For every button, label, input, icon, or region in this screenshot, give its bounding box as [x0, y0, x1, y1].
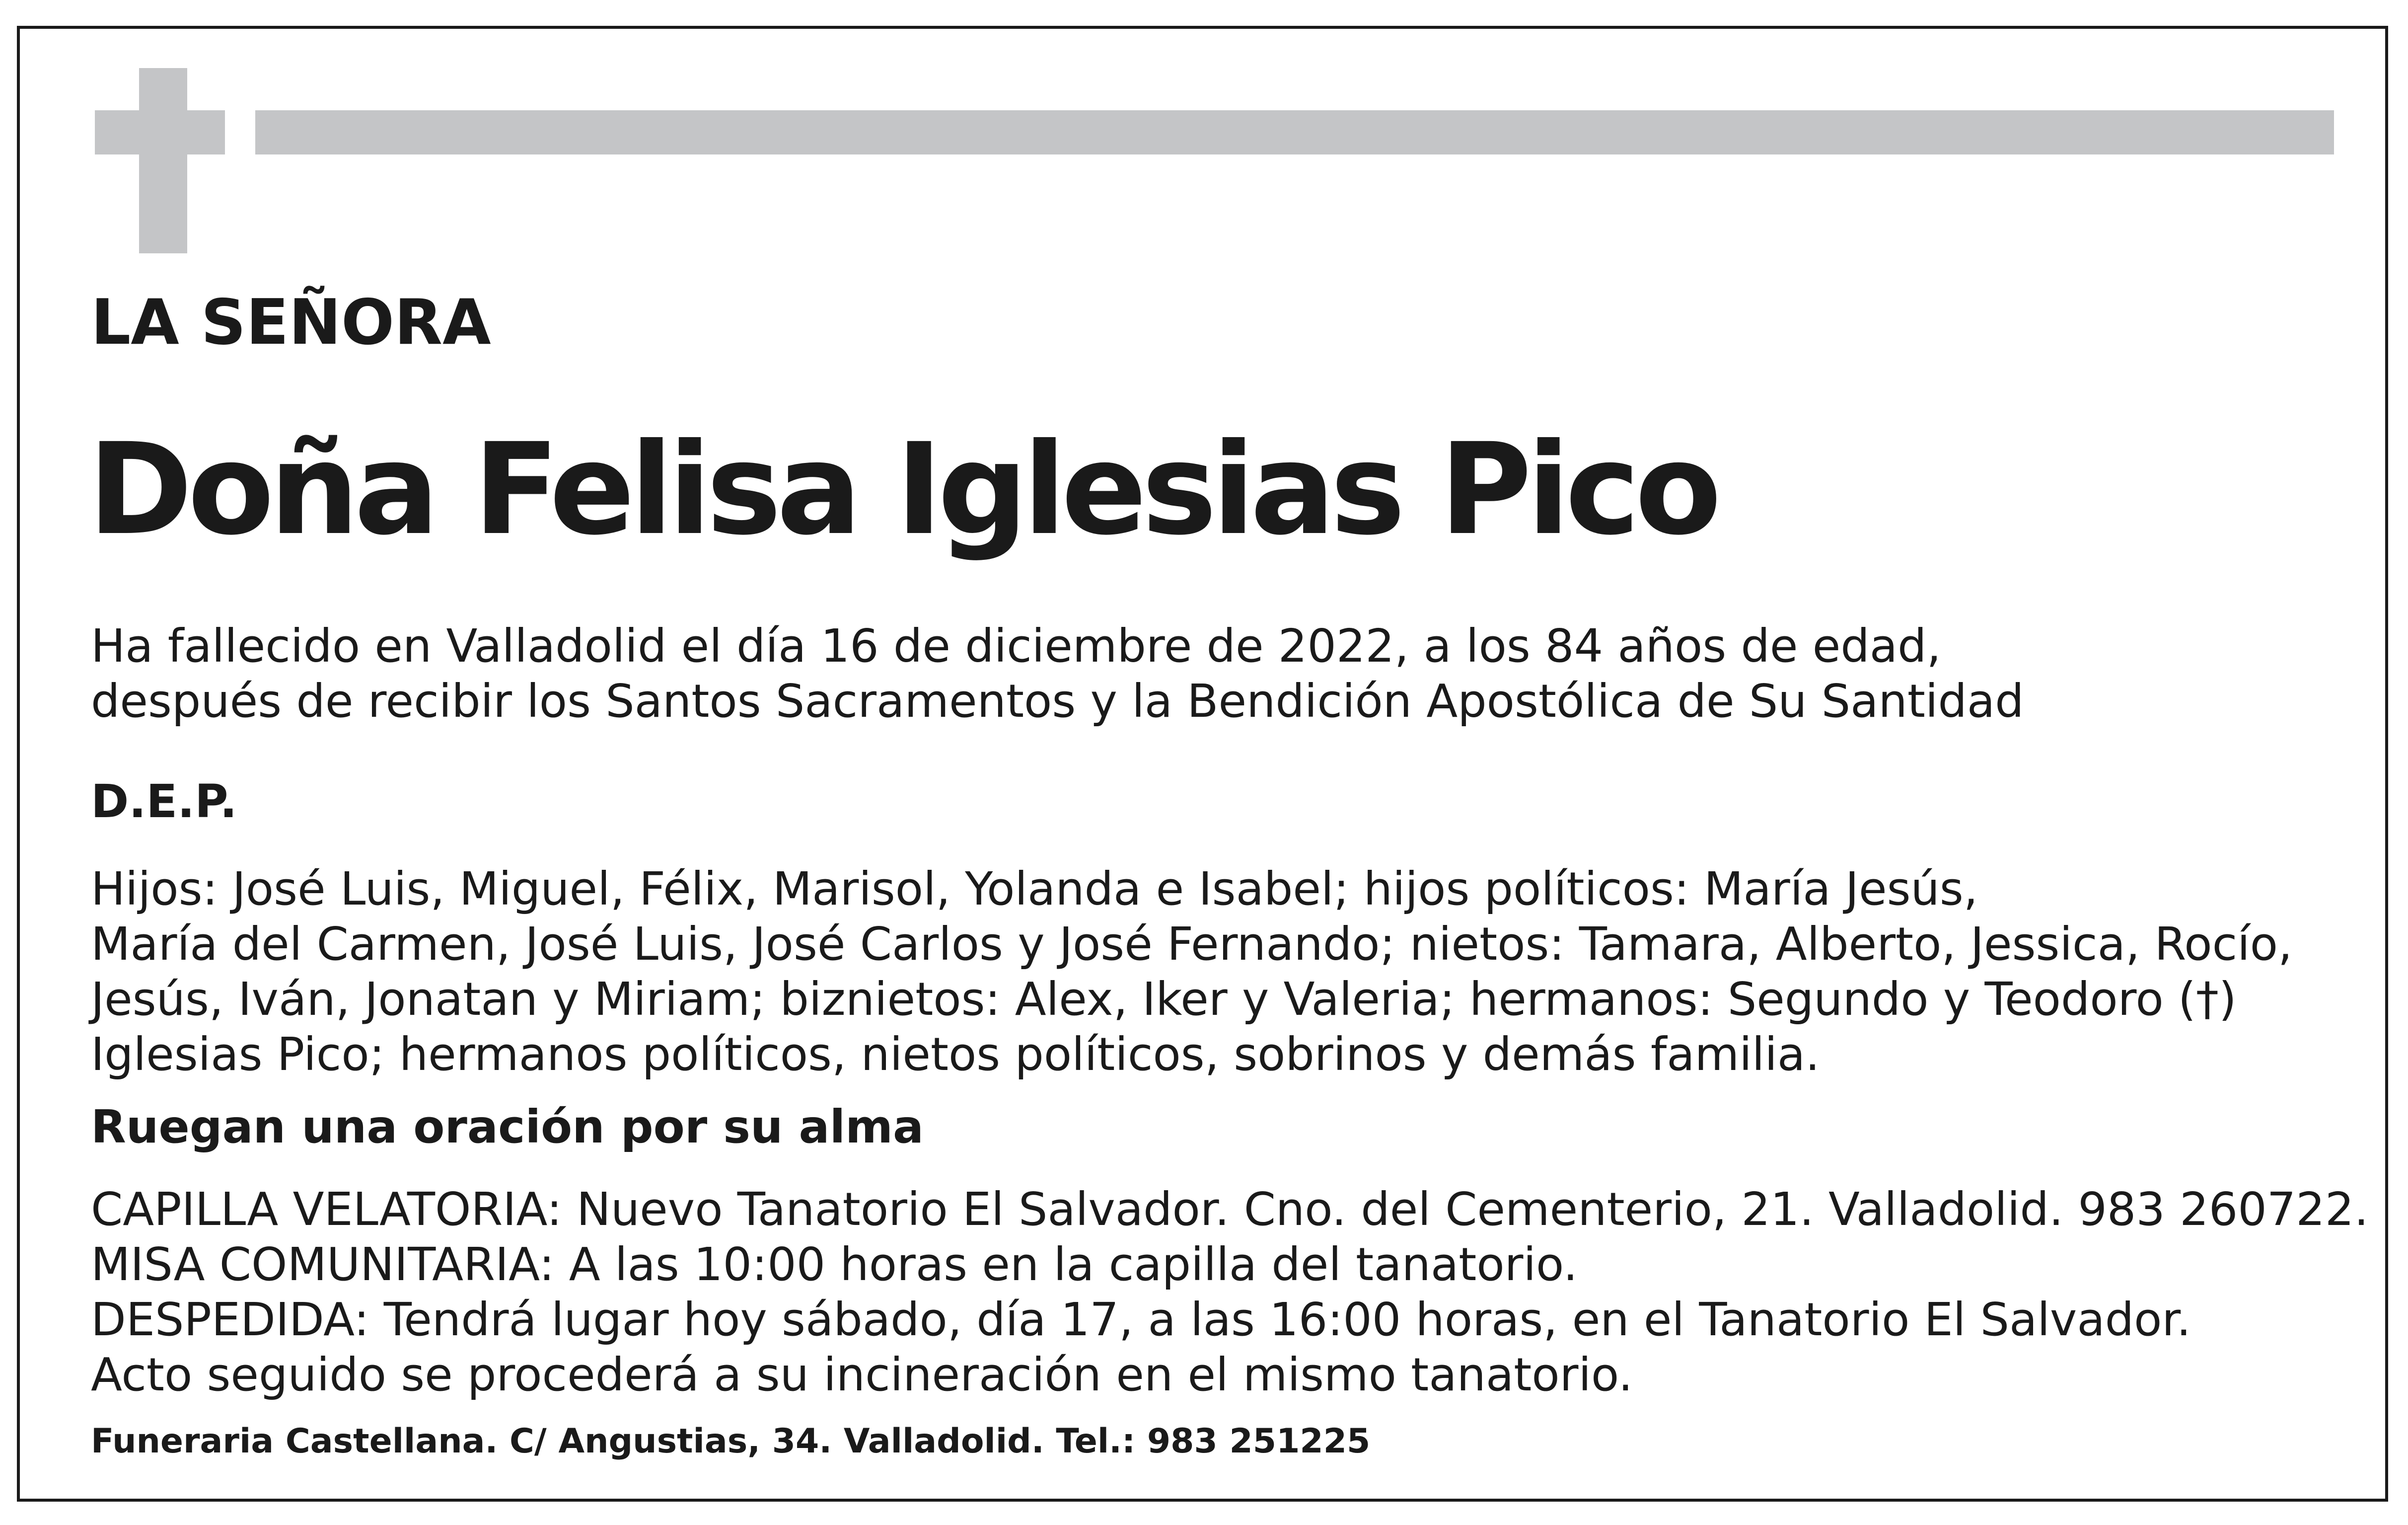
- intro-paragraph: [91, 618, 2024, 729]
- family-line: María del Carmen, José Luis, José Carlos y José Fernando; nietos: Tamara, Alberto, Jessica, Rocío,: [91, 917, 2293, 971]
- cross-icon-arm: [95, 110, 225, 154]
- prayer-request: Ruegan una oración por su alma: [91, 1100, 924, 1153]
- header-rule: [255, 110, 2334, 154]
- family-line: Jesús, Iván, Jonatan y Miriam; biznietos: Alex, Iker y Valeria; hermanos: Segundo y Teodoro (†): [91, 973, 2237, 1026]
- funeral-home-footer: Funeraria Castellana. C/ Angustias, 34. Valladolid. Tel.: 983 251225: [91, 1422, 1371, 1461]
- services-line: MISA COMUNITARIA: A las 10:00 horas en la capilla del tanatorio.: [91, 1238, 1578, 1291]
- intro-line: después de recibir los Santos Sacramentos y la Bendición Apostólica de Su Santidad: [91, 675, 2024, 728]
- deceased-name: Doña Felisa Iglesias Pico: [88, 416, 1717, 563]
- services-line: CAPILLA VELATORIA: Nuevo Tanatorio El Salvador. Cno. del Cementerio, 21. Valladolid. 983 260722.: [91, 1183, 2369, 1236]
- family-line: Iglesias Pico; hermanos políticos, nietos políticos, sobrinos y demás familia.: [91, 1028, 1820, 1081]
- services-line: DESPEDIDA: Tendrá lugar hoy sábado, día 17, a las 16:00 horas, en el Tanatorio El Salvador.: [91, 1293, 2191, 1346]
- services-paragraph: [91, 1182, 2369, 1402]
- title-label: LA SEÑORA: [91, 286, 491, 359]
- cross-icon: [139, 68, 187, 253]
- rip-label: D.E.P.: [91, 775, 237, 828]
- intro-line: Ha fallecido en Valladolid el día 16 de diciembre de 2022, a los 84 años de edad,: [91, 619, 1941, 673]
- family-line: Hijos: José Luis, Miguel, Félix, Marisol, Yolanda e Isabel; hijos políticos: María Jesús,: [91, 862, 1978, 915]
- services-line: Acto seguido se procederá a su incineración en el mismo tanatorio.: [91, 1348, 1633, 1401]
- family-paragraph: [91, 861, 2292, 1082]
